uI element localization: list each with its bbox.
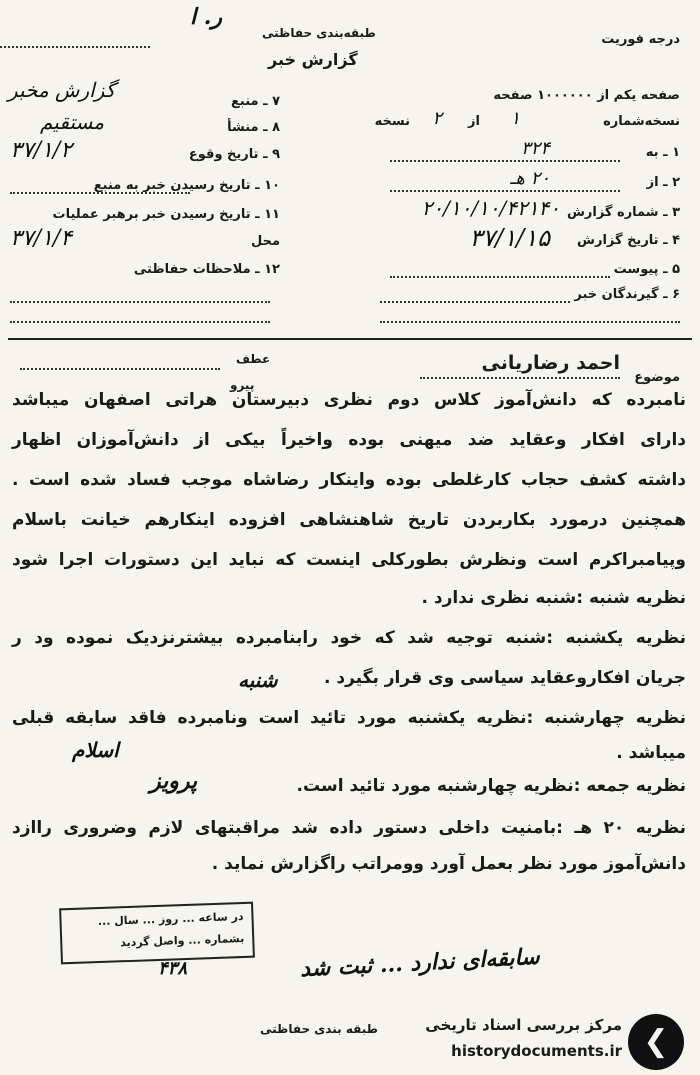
watermark-url: historydocuments.ir [451, 1042, 622, 1060]
copies-value: ۱ [510, 108, 520, 129]
field-source-label: ۷ ـ منبع [231, 94, 280, 109]
field-report-no-value: ۲۰/۱۰/۱۰/۴۲۱۴۰ [421, 196, 560, 220]
field-from-value: ۲۰ هـ [510, 168, 550, 189]
classification-label: طبقه‌بندی حفاظتی [262, 26, 376, 40]
field-from-label: ۲ ـ از [646, 175, 680, 190]
report-title: گزارش خبر [268, 50, 358, 69]
field-source-value: گزارش مخبر [8, 78, 116, 102]
document-center-logo-icon: ❯ [628, 1014, 684, 1070]
signature-friday: پرویز [150, 768, 198, 794]
field-place-value: ۳۷/۱/۴ [10, 226, 73, 251]
body-line: نظریه یکشنبه :شنبه توجیه شد که خود رابنامبرده بیشترنزدیک نموده ود ر [12, 628, 686, 648]
atf-label: عطف [236, 352, 271, 366]
field-origin-label: ۸ ـ منشأ [227, 120, 280, 135]
watermark-name: مرکز بررسی اسناد تاریخی [425, 1016, 622, 1034]
body-line: نامبرده که دانش‌آموز کلاس دوم نظری دبیرستان هراتی اصفهان میباشد [12, 390, 686, 410]
receipt-stamp [59, 902, 255, 965]
field-event-date-label: ۹ ـ تاریخ وقوع [188, 147, 280, 162]
body-line: دارای افکار وعقاید ضد میهنی بوده واخیراً بیکی از دانش‌آموزان اظهار [12, 430, 686, 450]
field-report-no-label: ۳ ـ شماره گزارش [566, 205, 680, 220]
peyro-label: پیرو [230, 378, 255, 392]
field-attachment-label: ۵ ـ پیوست [613, 262, 680, 277]
stamp-number: ۴۳۸ [158, 958, 188, 979]
subject-value: احمد رضاریانی [481, 352, 620, 374]
body-line: دانش‌آموز مورد نظر بعمل آورد وومراتب راگزارش نماید . [211, 854, 686, 874]
body-line: نظریه جمعه :نظریه چهارشنبه مورد تائید است. [296, 776, 686, 796]
field-report-date-value: ۳۷/۱/۱۵ [469, 224, 550, 252]
field-op-received-label: ۱۱ ـ تاریخ رسیدن خبر برهبر عملیات [52, 207, 280, 222]
stamp-line-1: در ساعه ... روز ... سال ... [97, 909, 244, 929]
archive-watermark [420, 1012, 694, 1070]
body-line: داشته کشف حجاب کارغلطی بوده واینکار رضاشاه موجب فساد شده است . [12, 470, 686, 490]
field-event-date-value: ۳۷/۱/۲ [10, 138, 73, 163]
field-place-label: محل [250, 234, 280, 249]
signature-saturday: شنبه [238, 668, 278, 692]
field-to-label: ۱ ـ به [645, 145, 680, 160]
field-report-date-label: ۴ ـ تاریخ گزارش [577, 233, 680, 248]
field-source-received-label: ۱۰ ـ تاریخ رسیدن خبر به منبع [93, 178, 280, 193]
priority-label: درجه فوریت [601, 32, 680, 47]
copies-unit: نسخه [374, 114, 410, 129]
copies-total: ۲ [432, 108, 442, 129]
page-count: صفحه یکم از ۱۰۰۰۰۰۰ صفحه [493, 88, 680, 103]
footer-classification: طبقه بندی حفاظتی [260, 1022, 378, 1036]
body-line: میباشد . [616, 743, 686, 763]
body-line: نظریه ۲۰ هـ :بامنیت داخلی دستور داده شد مراقبتهای لازم وضروری راازد [12, 818, 686, 838]
signature-wednesday: اسلام [72, 738, 119, 762]
field-security-notes-label: ۱۲ ـ ملاحظات حفاظتی [133, 262, 280, 277]
stamp-line-2: بشماره ... واصل گردید [119, 931, 245, 950]
signature-footer: سابقه‌ای ندارد ... ثبت شد [299, 943, 541, 983]
copies-of: از [468, 114, 480, 129]
body-line: نظریه چهارشنبه :نظریه یکشنبه مورد تائید است ونامبرده فاقد سابقه قبلی [12, 708, 686, 728]
body-line: همچنین درمورد بکاربردن تاریخ شاهنشاهی افزوده اینکارهم خیانت باسلام [12, 510, 686, 530]
subject-label: موضوع [634, 370, 680, 385]
body-line: جریان افکاروعقاید سیاسی وی قرار بگیرد . [323, 668, 686, 688]
body-line: وپیامبراکرم است ونظرش بطورکلی اینست که نباید این دستورات اجرا شود [12, 550, 686, 570]
field-origin-value: مستقیم [40, 110, 105, 134]
body-line: نظریه شنبه :شنبه نظری ندارد . [421, 588, 686, 608]
copies-label: نسخه‌شماره [603, 114, 680, 129]
top-handwriting: ر. ا [190, 4, 223, 30]
field-recipients-label: ۶ ـ گیرندگان خبر [574, 287, 680, 302]
field-to-value: ۳۲۴ [520, 138, 550, 159]
